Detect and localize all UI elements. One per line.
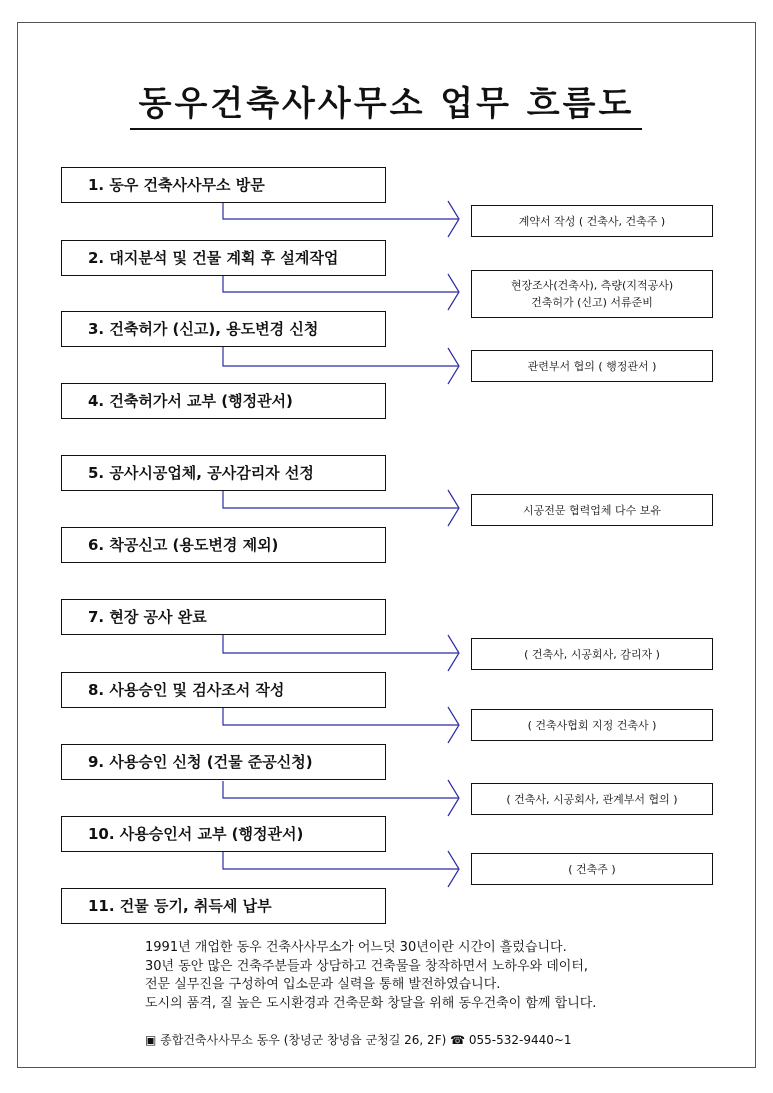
step-7: 7. 현장 공사 완료 [61, 599, 386, 635]
note-text: 현장조사(건축사), 측량(지적공사) [510, 279, 674, 292]
note-text: ( 건축주 ) [568, 862, 616, 876]
note-inspection-architect [471, 709, 713, 741]
note-text: ( 건축사, 시공회사, 감리자 ) [524, 647, 660, 661]
note-owner [471, 853, 713, 885]
note-completion-parties [471, 638, 713, 670]
connector-5 [223, 634, 458, 653]
footer-line: 도시의 품격, 질 높은 도시환경과 건축문화 창달을 위해 동우건축이 함께 합니다. [145, 995, 597, 1011]
note-text: 건축허가 (신고) 서류준비 [531, 296, 653, 309]
step-1: 1. 동우 건축사사무소 방문 [61, 167, 386, 203]
note-text: ( 건축사협회 지정 건축사 ) [527, 718, 657, 732]
step-10: 10. 사용승인서 교부 (행정관서) [61, 816, 386, 852]
footer-line: 전문 실무진을 구성하여 입소문과 실력을 통해 발전하였습니다. [145, 977, 501, 992]
note-department-review [471, 350, 713, 382]
step-3: 3. 건축허가 (신고), 용도변경 신청 [61, 311, 386, 347]
step-9: 9. 사용승인 신청 (건물 준공신청) [61, 744, 386, 780]
connector-7 [223, 781, 458, 798]
note-approval-parties [471, 783, 713, 815]
connector-4 [223, 489, 458, 508]
connector-2 [223, 276, 458, 292]
connector-3 [223, 347, 458, 366]
note-text: 시공전문 협력업체 다수 보유 [522, 503, 661, 517]
note-contract [471, 205, 713, 237]
footer-contact: ▣ 종합건축사사무소 동우 (창녕군 창녕읍 군청길 26, 2F) ☎ 055-532-9440~1 [145, 1033, 572, 1047]
note-text: 계약서 작성 ( 건축사, 건축주 ) [518, 214, 666, 228]
connector-6 [223, 707, 458, 725]
step-5: 5. 공사시공업체, 공사감리자 선정 [61, 455, 386, 491]
footer-line: 30년 동안 많은 건축주분들과 상담하고 건축물을 창작하면서 노하우와 데이터, [145, 958, 589, 974]
step-6: 6. 착공신고 (용도변경 제외) [61, 527, 386, 563]
note-site-survey [471, 270, 713, 318]
connector-1 [223, 203, 458, 219]
footer-line: 1991년 개업한 동우 건축사사무소가 어느덧 30년이란 시간이 흘렀습니다. [145, 940, 567, 955]
page-title: 동우건축사사무소 업무 흐름도 [138, 84, 635, 124]
note-text: 관련부서 협의 ( 행정관서 ) [527, 359, 657, 373]
footer-description [145, 939, 596, 1013]
note-partners [471, 494, 713, 526]
step-8: 8. 사용승인 및 검사조서 작성 [61, 672, 386, 708]
connector-8 [223, 850, 458, 869]
note-text: ( 건축사, 시공회사, 관계부서 협의 ) [506, 792, 678, 806]
step-2: 2. 대지분석 및 건물 계획 후 설계작업 [61, 240, 386, 276]
step-4: 4. 건축허가서 교부 (행정관서) [61, 383, 386, 419]
step-11: 11. 건물 등기, 취득세 납부 [61, 888, 386, 924]
